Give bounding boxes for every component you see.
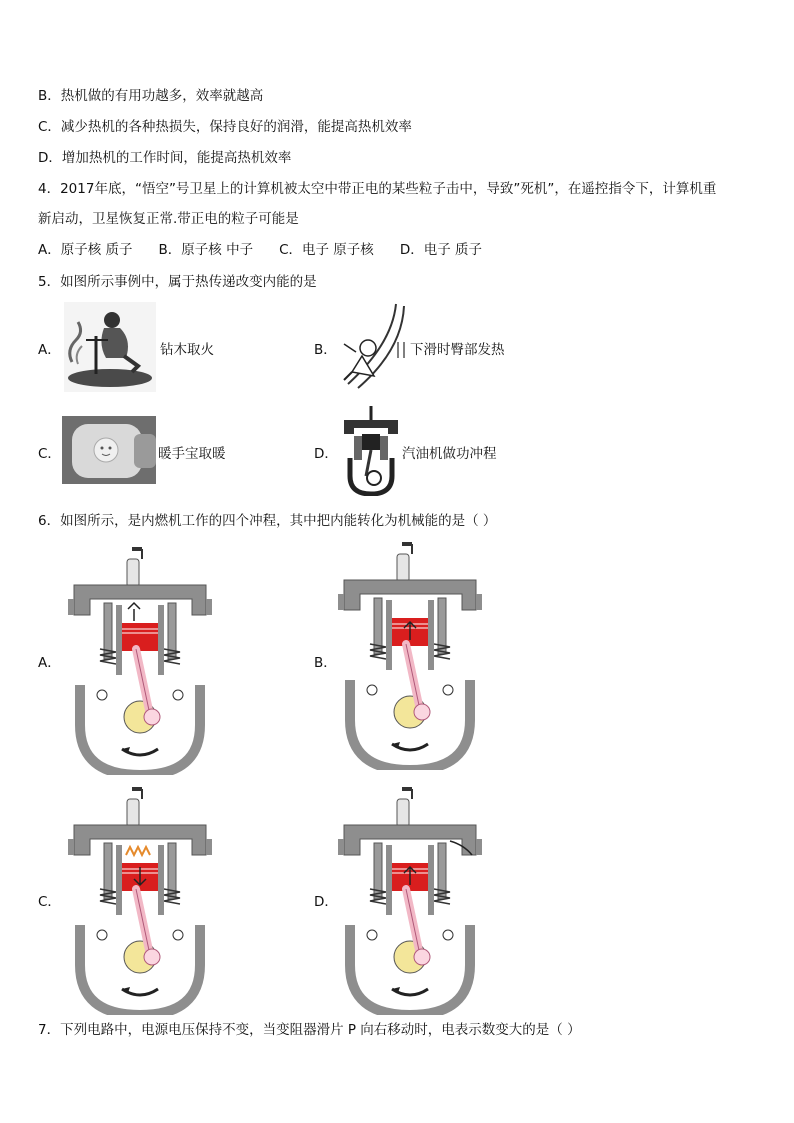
gasoline-engine-small-image <box>340 406 402 496</box>
q5-label-a: A． <box>38 342 61 358</box>
q6-label-b: B． <box>314 655 337 671</box>
q3-option-b: B．热机做的有用功越多，效率就越高 <box>38 88 264 104</box>
q3-option-c: C．减少热机的各种热损失，保持良好的润滑，能提高热机效率 <box>38 119 412 135</box>
q4-stem-line2: 新启动，卫星恢复正常.带正电的粒子可能是 <box>38 211 299 227</box>
engine-stroke-d-image <box>330 785 490 1005</box>
q4-stem-line1: 4．2017年底，“悟空”号卫星上的计算机被太空中带正电的某些粒子击中，导致”死机”，在遥控指令下，计算机重 <box>38 181 717 197</box>
q4-option-c: C．电子 原子核 <box>279 242 374 258</box>
q6-label-a: A． <box>38 655 61 671</box>
q5-label-c: C． <box>38 446 61 462</box>
q4-option-d: D．电子 质子 <box>399 242 482 258</box>
drilling-wood-image <box>64 302 156 392</box>
q5-caption-b: 下滑时臀部发热 <box>410 342 505 358</box>
q6-stem: 6．如图所示，是内燃机工作的四个冲程，其中把内能转化为机械能的是（ ） <box>38 513 497 529</box>
hand-warmer-image <box>62 416 156 484</box>
q4-options <box>38 238 508 258</box>
q3-option-d: D．增加热机的工作时间，能提高热机效率 <box>38 150 292 166</box>
engine-stroke-c-image <box>60 785 220 1005</box>
q6-label-d: D． <box>314 894 338 910</box>
q4-option-a: A．原子核 质子 <box>38 242 133 258</box>
q5-label-d: D． <box>314 446 338 462</box>
q7-stem: 7．下列电路中，电源电压保持不变，当变阻器滑片 P 向右移动时，电表示数变大的是（ ） <box>38 1022 581 1038</box>
q4-option-b: B．原子核 中子 <box>158 242 254 258</box>
q5-stem: 5．如图所示事例中，属于热传递改变内能的是 <box>38 274 317 290</box>
q5-caption-a: 钻木取火 <box>160 342 214 358</box>
q6-label-c: C． <box>38 894 61 910</box>
engine-stroke-b-image <box>330 540 490 770</box>
slide-child-image <box>338 302 410 390</box>
q5-caption-d: 汽油机做功冲程 <box>402 446 497 462</box>
q5-label-b: B． <box>314 342 337 358</box>
q5-caption-c: 暖手宝取暖 <box>158 446 226 462</box>
engine-stroke-a-image <box>60 545 220 775</box>
